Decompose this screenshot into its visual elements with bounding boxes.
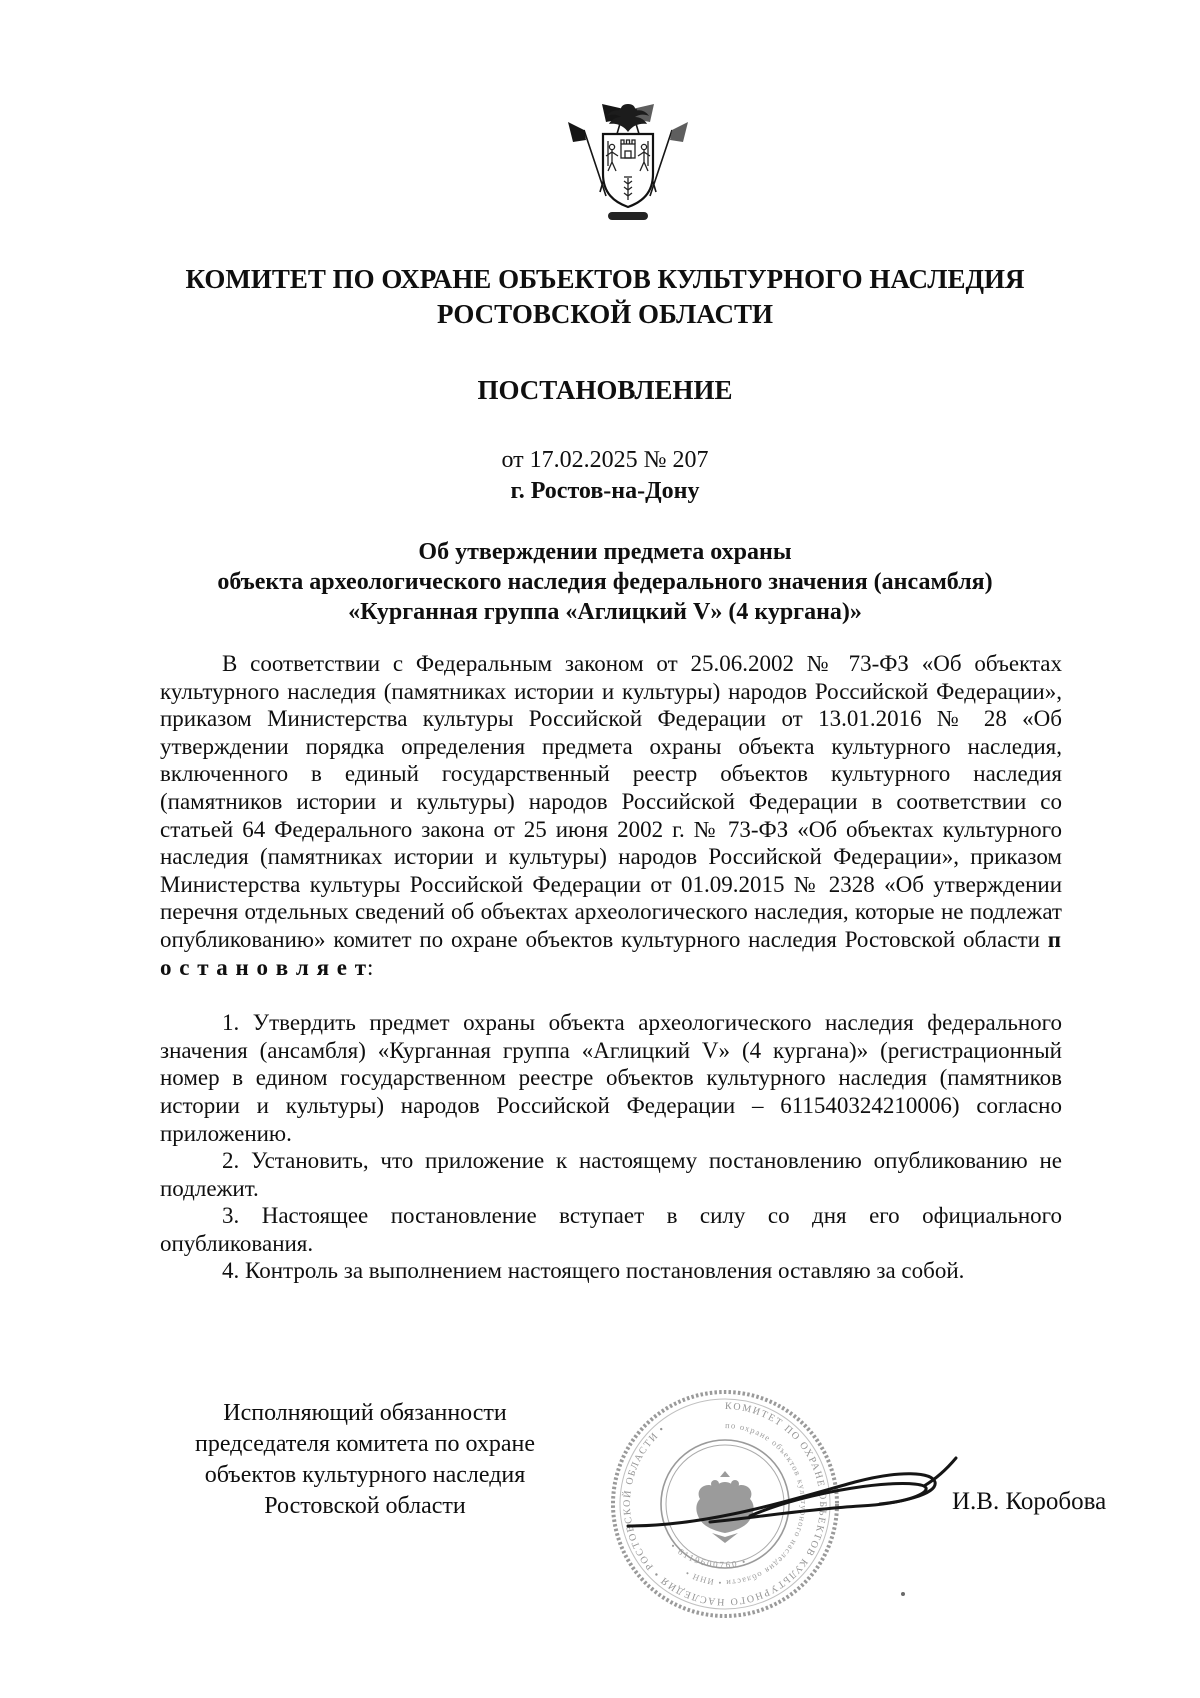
decree-item-3: 3. Настоящее постановление вступает в силу со дня его официального опубликования. (160, 1203, 1062, 1256)
handwritten-signature (600, 1430, 970, 1555)
signatory-position (160, 1398, 570, 1522)
document-type-title: ПОСТАНОВЛЕНИЕ (477, 375, 733, 405)
position-line-1: Исполняющий обязанности (223, 1400, 507, 1426)
date-and-number: от 17.02.2025 № 207 (501, 447, 709, 473)
seal-ring-digits-text: • 6119600760 • (668, 1540, 749, 1570)
rostov-oblast-coat-of-arms-icon (566, 104, 690, 224)
subject-heading (149, 537, 1061, 627)
decree-item-4: 4. Контроль за выполнением настоящего постановления оставляю за собой. (222, 1258, 965, 1284)
decree-body (160, 650, 1062, 1285)
signatory-name: И.В. Коробова (952, 1488, 1107, 1515)
resolve-colon: : (367, 954, 374, 980)
decree-item-2: 2. Установить, что приложение к настоящему постановлению опубликованию не подлежит. (160, 1148, 1062, 1201)
subject-line-3: «Курганная группа «Аглицкий V» (4 кургана)» (348, 599, 862, 625)
position-line-2: председателя комитета по охране (194, 1431, 536, 1457)
subject-line-1: Об утверждении предмета охраны (418, 539, 792, 565)
resolve-word: п о с т а н о в л я е т (160, 926, 1062, 980)
decree-item-1: 1. Утвердить предмет охраны объекта археологического наследия федерального значения (ансамбля) «Курганная группа «Аглицкий V» (4 кургана)» (регистрационный номер в едином государственном реестре объектов культурного наследия (памятников истории и культуры) народов Российской Федерации – 611540324210006) согласно приложению. (160, 1010, 1062, 1146)
preamble-text: В соответствии с Федеральным законом от 25.06.2002 № 73-ФЗ «Об объектах культурного наследия (памятниках истории и культуры) народов Российской Федерации», приказом Министерства культуры Российской Федерации от 13.01.2016 № 28 «Об утверждении порядка определения предмета охраны объекта культурного наследия, включенного в единый государственный реестр объектов культурного наследия (памятников истории и культуры) народов Российской Федерации в соответствии со статьей 64 Федерального закона от 25 июня 2002 г. № 73-ФЗ «Об объектах культурного наследия (памятниках истории и культуры) народов Российской Федерации», приказом Министерства культуры Российской Федерации от 01.09.2015 № 2328 «Об утверждении перечня отдельных сведений об объектах археологического наследия, которые не подлежат опубликованию» комитет по охране объектов культурного наследия Ростовской области (160, 651, 1062, 952)
position-line-4: Ростовской области (264, 1493, 466, 1519)
ink-speck (901, 1592, 905, 1596)
position-line-3: объектов культурного наследия (204, 1462, 526, 1488)
seal-ring-outer-text: КОМИТЕТ ПО ОХРАНЕ ОБЪЕКТОВ КУЛЬТУРНОГО НАСЛЕДИЯ • РОСТОВСКОЙ ОБЛАСТИ • (621, 1400, 829, 1608)
seal-ring-inner-text: по охране объектов культурного наследия области • ИНН • (682, 1419, 810, 1589)
org-name: КОМИТЕТ ПО ОХРАНЕ ОБЪЕКТОВ КУЛЬТУРНОГО НАСЛЕДИЯ РОСТОВСКОЙ ОБЛАСТИ (185, 264, 1025, 329)
preamble-paragraph (160, 650, 1062, 981)
city-line: г. Ростов-на-Дону (510, 478, 700, 504)
subject-line-2: объекта археологического наследия федерального значения (ансамбля) (217, 569, 993, 595)
